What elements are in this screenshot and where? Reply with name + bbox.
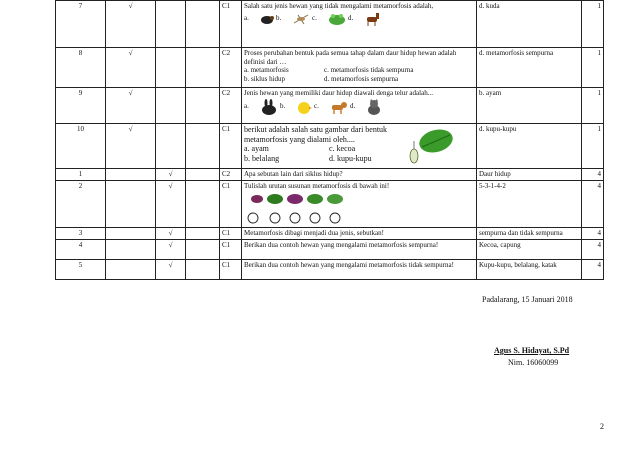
question-body: Salah satu jenis hewan yang tidak mengalami metamorfosis adalah,	[244, 2, 434, 10]
option-label: d.	[348, 14, 354, 23]
score: 4	[582, 169, 604, 181]
question-number: 8	[56, 48, 106, 88]
score: 1	[582, 124, 604, 169]
table-row	[56, 228, 604, 240]
option-label: d.	[350, 102, 356, 111]
cat-icon	[366, 99, 382, 115]
cognitive-level: C1	[220, 1, 242, 48]
check-mark: √	[106, 88, 156, 124]
answer-key: Kupu-kupu, belalang, katak	[477, 259, 582, 279]
answer-key: d. metamorfosis sempurna	[477, 48, 582, 88]
question-number: 10	[56, 124, 106, 169]
question-body: Tulislah urutan susunan metamorfosis di bawah ini!	[244, 181, 390, 190]
question-text: Berikan dua contoh hewan yang mengalami metamorfosis tidak sempurna!	[242, 259, 477, 279]
answer-key: Daur hidup	[477, 169, 582, 181]
option-text: b. siklus hidup	[244, 74, 286, 83]
question-body: Jenis hewan yang memiliki daur hidup diawali denga telur adalah...	[244, 89, 433, 97]
signer-nim: Nim. 16060099	[508, 358, 559, 367]
cocoon-on-leaf-icon	[406, 127, 454, 165]
empty-cell	[186, 239, 220, 259]
cognitive-level: C1	[220, 180, 242, 228]
cognitive-level: C1	[220, 239, 242, 259]
answer-key: Kecoa, capung	[477, 239, 582, 259]
document-date: Padalarang, 15 Januari 2018	[482, 295, 573, 304]
answer-options	[244, 12, 474, 26]
answer-options	[244, 66, 474, 83]
option-label: b.	[280, 102, 286, 111]
option-label: c.	[314, 102, 319, 111]
metamorphosis-stages-image	[244, 192, 364, 226]
answer-key: b. ayam	[477, 88, 582, 124]
score: 4	[582, 180, 604, 228]
score: 4	[582, 239, 604, 259]
dog-icon	[330, 100, 348, 114]
score: 4	[582, 259, 604, 279]
cognitive-level: C1	[220, 228, 242, 240]
table-row	[56, 259, 604, 279]
empty-cell	[106, 180, 156, 228]
beetle-icon	[260, 14, 274, 24]
cognitive-level: C2	[220, 88, 242, 124]
option-text: a. metamorfosis	[244, 66, 289, 74]
question-text	[242, 124, 477, 169]
question-text	[242, 48, 477, 88]
question-number: 1	[56, 169, 106, 181]
horse-icon	[364, 12, 382, 26]
check-mark: √	[156, 180, 186, 228]
empty-cell	[186, 180, 220, 228]
question-number: 7	[56, 1, 106, 48]
question-text	[242, 180, 477, 228]
option-text: c. metamorfosis tidak sempurna	[324, 66, 414, 74]
table-row	[56, 88, 604, 124]
check-mark: √	[156, 169, 186, 181]
question-number: 3	[56, 228, 106, 240]
mosquito-icon	[292, 13, 310, 25]
signer-name: Agus S. Hidayat, S.Pd	[494, 346, 570, 355]
option-text: c. kecoa	[329, 144, 356, 153]
empty-cell	[186, 169, 220, 181]
check-mark: √	[106, 48, 156, 88]
frog-icon	[328, 12, 346, 26]
table-row	[56, 1, 604, 48]
check-mark: √	[156, 239, 186, 259]
option-text: d. metamorfosis sempurna	[324, 74, 399, 83]
empty-cell	[186, 88, 220, 124]
empty-cell	[156, 88, 186, 124]
question-number: 4	[56, 239, 106, 259]
score: 1	[582, 48, 604, 88]
option-text: a. ayam	[244, 144, 269, 153]
table-row	[56, 180, 604, 228]
check-mark: √	[106, 124, 156, 169]
table-row	[56, 169, 604, 181]
cognitive-level: C2	[220, 48, 242, 88]
question-body: Proses perubahan bentuk pada semua tahap dalam daur hidup hewan adalah definisi dari …	[244, 49, 457, 66]
question-table	[55, 0, 604, 280]
score: 1	[582, 1, 604, 48]
question-number: 5	[56, 259, 106, 279]
check-mark: √	[156, 228, 186, 240]
option-label: a.	[244, 14, 249, 23]
empty-cell	[106, 239, 156, 259]
rabbit-icon	[260, 99, 278, 115]
empty-cell	[186, 259, 220, 279]
question-text	[242, 1, 477, 48]
question-text	[242, 88, 477, 124]
chick-icon	[296, 100, 312, 114]
page-number: 2	[600, 422, 604, 431]
table-row	[56, 124, 604, 169]
empty-cell	[106, 169, 156, 181]
question-text: Metamorfosis dibagi menjadi dua jenis, sebutkan!	[242, 228, 477, 240]
empty-cell	[106, 228, 156, 240]
answer-key: d. kupu-kupu	[477, 124, 582, 169]
empty-cell	[186, 48, 220, 88]
answer-key: d. kuda	[477, 1, 582, 48]
cognitive-level: C1	[220, 259, 242, 279]
empty-cell	[156, 48, 186, 88]
check-mark: √	[106, 1, 156, 48]
answer-key: sempurna dan tidak sempurna	[477, 228, 582, 240]
empty-cell	[186, 228, 220, 240]
cognitive-level: C2	[220, 169, 242, 181]
empty-cell	[186, 1, 220, 48]
score: 4	[582, 228, 604, 240]
option-text: b. belalang	[244, 153, 280, 163]
option-label: c.	[312, 14, 317, 23]
question-text: Apa sebutan lain dari siklus hidup?	[242, 169, 477, 181]
table-row	[56, 48, 604, 88]
table-row	[56, 239, 604, 259]
option-label: a.	[244, 102, 249, 111]
question-body: berikut adalah salah satu gambar dari bentuk metamorfosis yang dialami oleh....	[244, 125, 388, 144]
empty-cell	[156, 1, 186, 48]
answer-key: 5-3-1-4-2	[477, 180, 582, 228]
option-label: b.	[276, 14, 282, 23]
empty-cell	[156, 124, 186, 169]
option-text: d. kupu-kupu	[329, 153, 372, 163]
question-text: Berikan dua contoh hewan yang mengalami metamorfosis sempurna!	[242, 239, 477, 259]
empty-cell	[186, 124, 220, 169]
cognitive-level: C1	[220, 124, 242, 169]
question-number: 9	[56, 88, 106, 124]
question-number: 2	[56, 180, 106, 228]
check-mark: √	[156, 259, 186, 279]
answer-options	[244, 99, 474, 115]
score: 1	[582, 88, 604, 124]
empty-cell	[106, 259, 156, 279]
